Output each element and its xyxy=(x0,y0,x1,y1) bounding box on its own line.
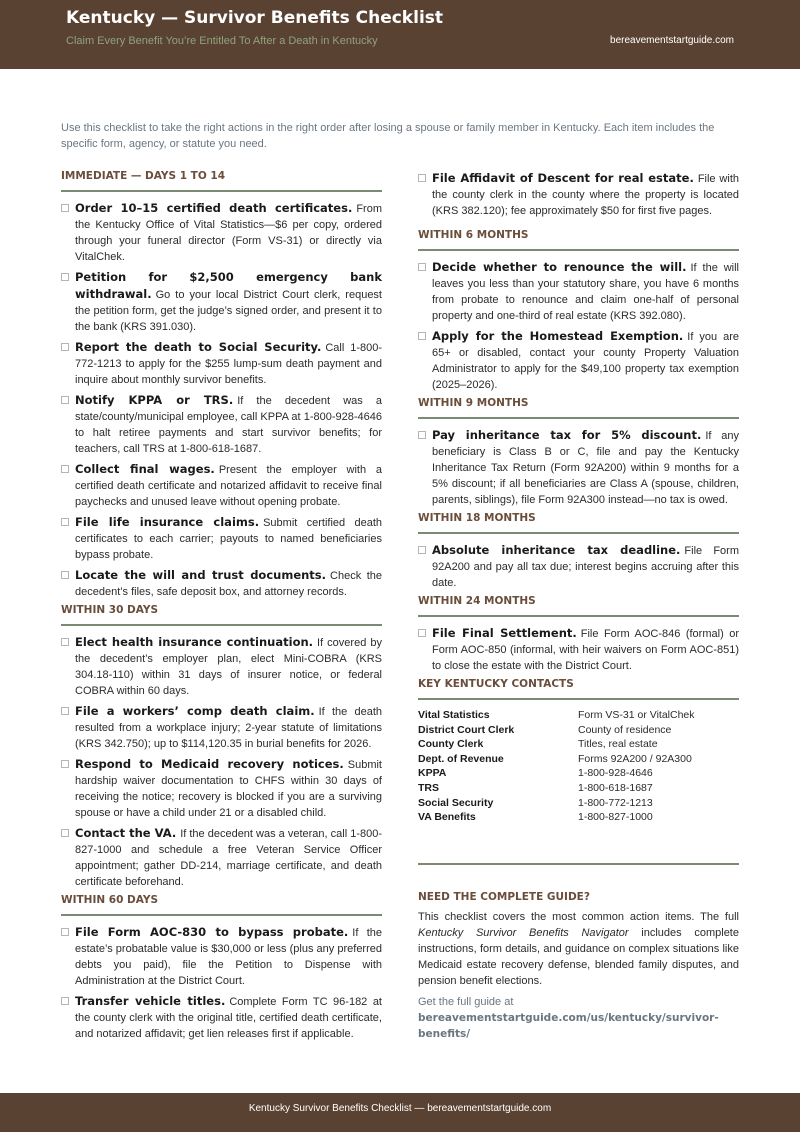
contact-value: County of residence xyxy=(578,723,672,736)
page-footer xyxy=(0,1093,800,1132)
item-text: If you are 65+ or disabled, contact your county Property Valuation Administrator to apply for the $49,100 property tax exemption (2025–2026). xyxy=(432,331,739,391)
contacts-heading: KEY KENTUCKY CONTACTS xyxy=(418,678,739,700)
checklist-item xyxy=(418,328,739,393)
guide-name: Kentucky Survivor Benefits Navigator xyxy=(418,926,629,939)
checkbox-icon[interactable] xyxy=(61,760,69,768)
checklist-item xyxy=(61,567,382,600)
item-lead: Respond to Medicaid recovery notices. xyxy=(75,757,344,771)
section-heading: WITHIN 6 MONTHS xyxy=(418,229,739,251)
item-text: If the estate’s probatable value is $30,000 or less (plus any preferred debts you paid), file the Petition to Dispense with Administration at the District Court. xyxy=(75,927,382,987)
contact-value: Forms 92A200 / 92A300 xyxy=(578,752,692,765)
checklist-item xyxy=(418,259,739,324)
section-immediate xyxy=(61,170,382,600)
page-header xyxy=(0,0,800,69)
item-lead: Petition for $2,500 emergency bank withdrawal. xyxy=(75,270,382,301)
item-lead: Notify KPPA or TRS. xyxy=(75,393,234,407)
item-lead: File a workers’ comp death claim. xyxy=(75,704,315,718)
item-text: Present the employer with a certified death certificate and notarized affidavit to receive final paychecks and unused leave without opening probate. xyxy=(75,464,382,508)
contact-name: District Court Clerk xyxy=(418,723,515,736)
checkbox-icon[interactable] xyxy=(61,465,69,473)
divider xyxy=(418,863,739,865)
checklist-item xyxy=(61,634,382,699)
left-column xyxy=(61,170,382,1046)
section-6-months xyxy=(418,229,739,393)
table-row xyxy=(418,708,739,723)
section-heading: WITHIN 18 MONTHS xyxy=(418,512,739,534)
checklist-item xyxy=(418,170,739,219)
item-lead: Contact the VA. xyxy=(75,826,177,840)
item-text: Submit certified death certificates to each carrier; payouts to named beneficiaries bypass probate. xyxy=(75,517,382,561)
contact-name: KPPA xyxy=(418,767,447,780)
table-row xyxy=(418,781,739,796)
item-text: File with the county clerk in the county where the property is located (KRS 382.120); fee approximately $50 for first five pages. xyxy=(432,173,739,217)
item-lead: File Form AOC-830 to bypass probate. xyxy=(75,925,349,939)
contact-name: Social Security xyxy=(418,796,494,809)
checkbox-icon[interactable] xyxy=(61,343,69,351)
item-text: Go to your local District Court clerk, request the petition form, get the judge’s signed order, and present it to the bank (KRS 391.030). xyxy=(75,289,382,333)
contact-value: Titles, real estate xyxy=(578,738,658,751)
item-lead: Collect final wages. xyxy=(75,462,215,476)
page-subtitle: Claim Every Benefit You’re Entitled To After a Death in Kentucky xyxy=(66,35,378,47)
checklist-item xyxy=(418,427,739,508)
item-text: Submit hardship waiver documentation to CHFS within 30 days of receiving the notice; recovery is blocked if you are a surviving spouse or have a child under 21 or a disabled child. xyxy=(75,759,382,819)
table-row xyxy=(418,766,739,781)
contact-name: County Clerk xyxy=(418,738,484,751)
checklist-item xyxy=(61,461,382,510)
contact-value: 1-800-928-4646 xyxy=(578,767,653,780)
contact-value: Form VS-31 or VitalChek xyxy=(578,709,695,721)
checkbox-icon[interactable] xyxy=(418,546,426,554)
item-text: If the will leaves you less than your statutory share, you have 6 months from probate to renounce and claim one-half of personal property and one-third of real estate (KRS 392.080). xyxy=(432,262,739,322)
checklist-item xyxy=(61,924,382,989)
guide-link[interactable]: bereavementstartguide.com/us/kentucky/survivor-benefits/ xyxy=(418,1011,719,1040)
table-row xyxy=(418,752,739,767)
item-lead: Pay inheritance tax for 5% discount. xyxy=(432,428,702,442)
section-60-days xyxy=(61,894,382,1042)
cta-get-label: Get the full guide at xyxy=(418,995,514,1008)
section-heading: WITHIN 60 DAYS xyxy=(61,894,382,916)
page-title: Kentucky — Survivor Benefits Checklist xyxy=(66,8,444,28)
item-lead: Locate the will and trust documents. xyxy=(75,568,327,582)
checklist-item xyxy=(61,993,382,1042)
cta-text-part: includes complete instructions, form details, and guidance on complex situations like Medicaid estate recovery defense, blended family disputes, and pension benefit elections. xyxy=(418,926,739,987)
item-lead: Report the death to Social Security. xyxy=(75,340,322,354)
checkbox-icon[interactable] xyxy=(418,431,426,439)
item-lead: Apply for the Homestead Exemption. xyxy=(432,329,684,343)
section-30-days xyxy=(61,604,382,890)
checklist-item xyxy=(61,703,382,752)
contact-value: 1-800-618-1687 xyxy=(578,781,653,794)
checklist-item xyxy=(61,339,382,388)
section-heading: WITHIN 24 MONTHS xyxy=(418,595,739,617)
section-heading: IMMEDIATE — DAYS 1 TO 14 xyxy=(61,170,382,192)
checkbox-icon[interactable] xyxy=(61,273,69,281)
item-text: File Form 92A200 and pay all tax due; interest begins accruing after this date. xyxy=(432,545,739,589)
item-text: File Form AOC-846 (formal) or Form AOC-850 (informal, with heir waivers on Form AOC-851) to close the estate with the District Court. xyxy=(432,628,739,672)
table-row xyxy=(418,723,739,738)
checkbox-icon[interactable] xyxy=(418,263,426,271)
contact-name: TRS xyxy=(418,781,439,794)
checklist-item xyxy=(61,825,382,890)
checkbox-icon[interactable] xyxy=(61,571,69,579)
contacts-section xyxy=(418,678,739,865)
checkbox-icon[interactable] xyxy=(61,928,69,936)
item-lead: Decide whether to renounce the will. xyxy=(432,260,687,274)
checkbox-icon[interactable] xyxy=(418,174,426,182)
checkbox-icon[interactable] xyxy=(418,332,426,340)
item-lead: File Final Settlement. xyxy=(432,626,577,640)
item-lead: Transfer vehicle titles. xyxy=(75,994,226,1008)
item-lead: Absolute inheritance tax deadline. xyxy=(432,543,681,557)
contacts-table xyxy=(418,708,739,825)
item-lead: Order 10–15 certified death certificates. xyxy=(75,201,353,215)
item-text: Complete Form TC 96-182 at the county clerk with the original title, certified death certificate, and notarized affidavit; get lien releases first if applicable. xyxy=(75,996,382,1040)
checklist-item xyxy=(61,756,382,821)
cta-text xyxy=(418,909,739,989)
cta-section xyxy=(418,891,739,1042)
checklist-item xyxy=(418,542,739,591)
checkbox-icon[interactable] xyxy=(61,638,69,646)
checkbox-icon[interactable] xyxy=(61,829,69,837)
checklist-item xyxy=(61,269,382,335)
contact-name: Vital Statistics xyxy=(418,709,490,721)
checkbox-icon[interactable] xyxy=(61,707,69,715)
header-site-link[interactable]: bereavementstartguide.com xyxy=(610,35,734,46)
footer-text: Kentucky Survivor Benefits Checklist — bereavementstartguide.com xyxy=(248,1103,552,1114)
item-text: If the death resulted from a workplace injury; 2-year statute of limitations (KRS 342.750); up to $114,120.35 in burial benefits for 2026. xyxy=(75,706,382,750)
item-text: If the decedent was a veteran, call 1-800-827-1000 and schedule a free Veteran Service Officer appointment; gather DD-214, marriage certificate, and death certificate beforehand. xyxy=(75,828,382,888)
contact-name: VA Benefits xyxy=(418,811,476,824)
table-row xyxy=(418,810,739,825)
checkbox-icon[interactable] xyxy=(418,629,426,637)
contact-name: Dept. of Revenue xyxy=(418,752,504,765)
cta-text-part: This checklist covers the most common action items. The full xyxy=(418,910,739,923)
checkbox-icon[interactable] xyxy=(61,518,69,526)
item-text: Check the decedent’s files, safe deposit box, and attorney records. xyxy=(75,570,382,598)
item-text: If any beneficiary is Class B or C, file and pay the Kentucky Inheritance Tax Return (Form 92A200) within 9 months for a 5% discount; if all beneficiaries are Class A (spouse, children, parents, siblings), file Form 92A300 instead—no tax is owed. xyxy=(432,430,739,506)
item-text: Call 1-800-772-1213 to apply for the $255 lump-sum death payment and inquire about monthly survivor benefits. xyxy=(75,342,382,386)
checklist-item xyxy=(61,514,382,563)
item-lead: File Affidavit of Descent for real estate. xyxy=(432,171,694,185)
section-24-months xyxy=(418,595,739,674)
section-18-months xyxy=(418,512,739,591)
table-row xyxy=(418,737,739,752)
item-text: If covered by the decedent’s employer plan, elect Mini-COBRA (KRS 304.18-110) within 31 days of insurer notice, or federal COBRA within 60 days. xyxy=(75,637,382,697)
section-heading: WITHIN 9 MONTHS xyxy=(418,397,739,419)
cta-heading: NEED THE COMPLETE GUIDE? xyxy=(418,890,590,903)
contact-value: 1-800-827-1000 xyxy=(578,811,653,824)
item-text: If the decedent was a state/county/municipal employee, call KPPA at 1-800-928-4646 to halt retiree payments and start survivor benefits; for teachers, call TRS at 1-800-618-1687. xyxy=(75,395,382,455)
item-lead: Elect health insurance continuation. xyxy=(75,635,314,649)
right-column xyxy=(418,170,739,1042)
checkbox-icon[interactable] xyxy=(61,204,69,212)
item-lead: File life insurance claims. xyxy=(75,515,260,529)
section-heading: WITHIN 30 DAYS xyxy=(61,604,382,626)
checkbox-icon[interactable] xyxy=(61,396,69,404)
checklist-item xyxy=(61,200,382,265)
checkbox-icon[interactable] xyxy=(61,997,69,1005)
section-9-months xyxy=(418,397,739,508)
intro-text: Use this checklist to take the right actions in the right order after losing a spouse or family member in Kentucky. Each item includes the specific form, agency, or statute you need. xyxy=(61,122,715,150)
table-row xyxy=(418,796,739,811)
checklist-item xyxy=(61,392,382,457)
contact-value: 1-800-772-1213 xyxy=(578,796,653,809)
checklist-item xyxy=(418,625,739,674)
item-text: From the Kentucky Office of Vital Statistics—$6 per copy, ordered through your funeral director (Form VS-31) or directly via VitalChek. xyxy=(75,203,382,263)
